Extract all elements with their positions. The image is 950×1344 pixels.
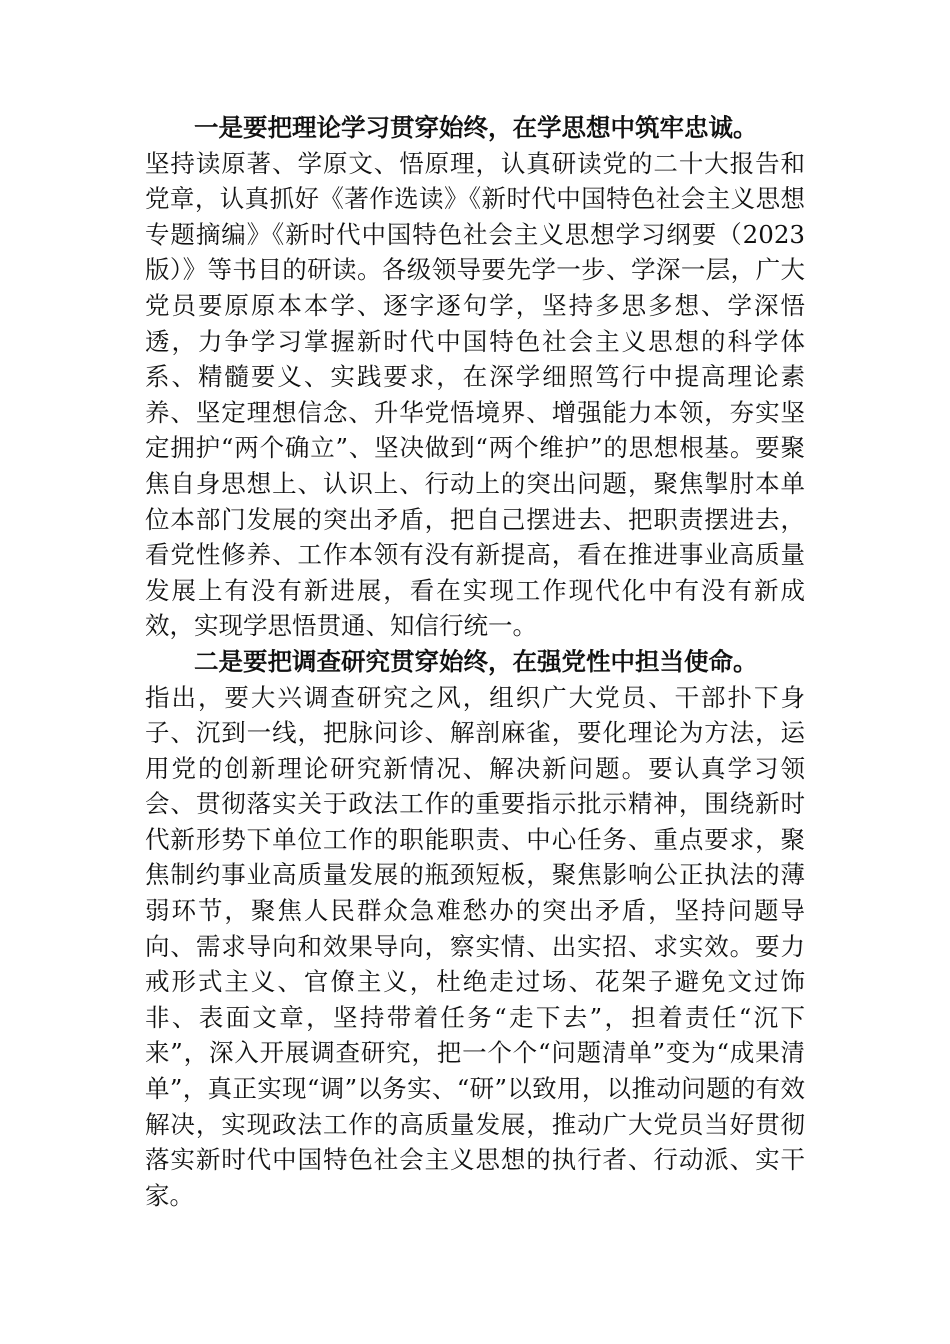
paragraph-1-heading: 一是要把理论学习贯穿始终，在学思想中筑牢忠诚。: [194, 113, 758, 142]
document-page: [145, 110, 805, 1213]
paragraph-1: [145, 110, 805, 644]
paragraph-2-heading: 二是要把调查研究贯穿始终，在强党性中担当使命。: [194, 646, 758, 676]
paragraph-2: [145, 644, 805, 1214]
paragraph-1-body: 坚持读原著、学原文、悟原理，认真研读党的二十大报告和党章，认真抓好《著作选读》《新时代中国特色社会主义思想专题摘编》《新时代中国特色社会主义思想学习纲要（2023版）》等书目的研读。各级领导要先学一步、学深一层，广大党员要原原本本学、逐字逐句学，坚持多思多想、学深悟透，力争学习掌握新时代中国特色社会主义思想的科学体系、精髓要义、实践要求，在深学细照笃行中提高理论素养、坚定理想信念、升华党悟境界、增强能力本领，夯实坚定拥护“两个确立”、坚决做到“两个维护”的思想根基。要聚焦自身思想上、认识上、行动上的突出问题，聚焦掣肘本单位本部门发展的突出矛盾，把自己摆进去、把职责摆进去，看党性修养、工作本领有没有新提高，看在推进事业高质量发展上有没有新进展，看在实现工作现代化中有没有新成效，实现学思悟贯通、知信行统一。: [145, 148, 805, 641]
paragraph-2-body: 指出，要大兴调查研究之风，组织广大党员、干部扑下身子、沉到一线，把脉问诊、解剖麻雀，要化理论为方法，运用党的创新理论研究新情况、解决新问题。要认真学习领会、贯彻落实关于政法工作的重要指示批示精神，围绕新时代新形势下单位工作的职能职责、中心任务、重点要求，聚焦制约事业高质量发展的瓶颈短板，聚焦影响公正执法的薄弱环节，聚焦人民群众急难愁办的突出矛盾，坚持问题导向、需求导向和效果导向，察实情、出实招、求实效。要力戒形式主义、官僚主义，杜绝走过场、花架子避免文过饰非、表面文章，坚持带着任务“走下去”，担着责任“沉下来”，深入开展调查研究，把一个个“问题清单”变为“成果清单”，真正实现“调”以务实、“研”以致用，以推动问题的有效解决，实现政法工作的高质量发展，推动广大党员当好贯彻落实新时代中国特色社会主义思想的执行者、行动派、实干家。: [145, 682, 805, 1210]
